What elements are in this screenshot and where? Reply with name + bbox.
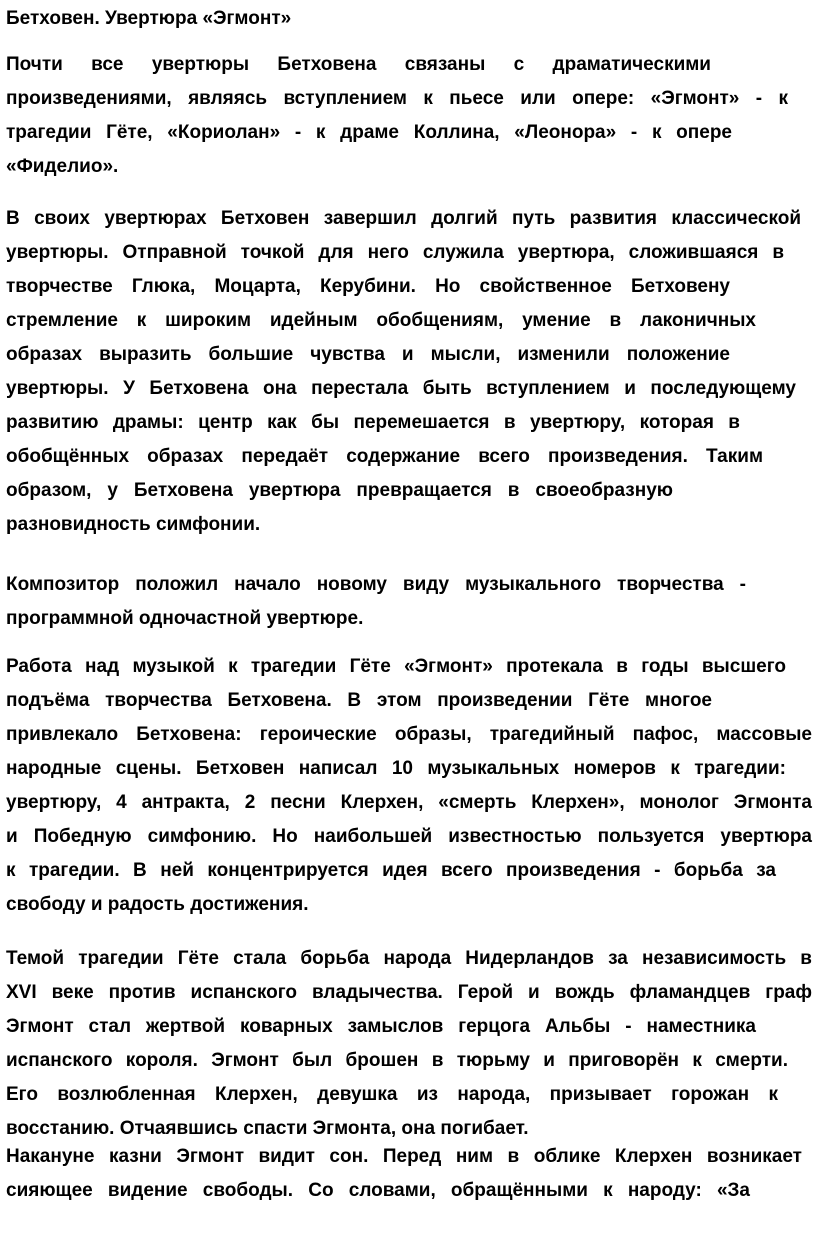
paragraph-line: Эгмонт стал жертвой коварных замыслов герцога Альбы - наместника <box>6 1016 756 1037</box>
paragraph-3 <box>6 568 814 636</box>
paragraph-line: привлекало Бетховена: героические образы, трагедийный пафос, массовые <box>6 724 812 745</box>
paragraph-line: Накануне казни Эгмонт видит сон. Перед ним в облике Клерхен возникает <box>6 1146 802 1167</box>
paragraph-line: стремление к широким идейным обобщениям, умение в лаконичных <box>6 310 756 331</box>
paragraph-line: сияющее видение свободы. Со словами, обращёнными к народу: «За <box>6 1180 750 1201</box>
paragraph-line: обобщённых образах передаёт содержание всего произведения. Таким <box>6 446 763 467</box>
paragraph-5 <box>6 942 814 1146</box>
paragraph-line: «Фиделио». <box>6 156 119 177</box>
paragraph-line: программной одночастной увертюре. <box>6 608 364 629</box>
paragraph-line: подъёма творчества Бетховена. В этом произведении Гёте многое <box>6 690 712 711</box>
paragraph-line: XVI веке против испанского владычества. Герой и вождь фламандцев граф <box>6 982 812 1003</box>
paragraph-line: творчестве Глюка, Моцарта, Керубини. Но свойственное Бетховену <box>6 276 730 297</box>
paragraph-4 <box>6 650 814 922</box>
paragraph-line: Темой трагедии Гёте стала борьба народа Нидерландов за независимость в <box>6 948 812 969</box>
paragraph-line: и Победную симфонию. Но наибольшей известностью пользуется увертюра <box>6 826 812 847</box>
paragraph-1 <box>6 48 814 184</box>
paragraph-line: народные сцены. Бетховен написал 10 музыкальных номеров к трагедии: <box>6 758 786 779</box>
paragraph-line: Работа над музыкой к трагедии Гёте «Эгмонт» протекала в годы высшего <box>6 656 786 677</box>
paragraph-line: произведениями, являясь вступлением к пьесе или опере: «Эгмонт» - к <box>6 88 788 109</box>
paragraph-line: восстанию. Отчаявшись спасти Эгмонта, она погибает. <box>6 1118 529 1139</box>
paragraph-line: увертюры. Отправной точкой для него служила увертюра, сложившаяся в <box>6 242 784 263</box>
paragraph-2 <box>6 202 814 542</box>
paragraph-line: образах выразить большие чувства и мысли, изменили положение <box>6 344 730 365</box>
paragraph-line: испанского короля. Эгмонт был брошен в тюрьму и приговорён к смерти. <box>6 1050 788 1071</box>
paragraph-line: Его возлюбленная Клерхен, девушка из народа, призывает горожан к <box>6 1084 778 1105</box>
paragraph-line: В своих увертюрах Бетховен завершил долгий путь развития классической <box>6 208 801 229</box>
paragraph-line: развитию драмы: центр как бы перемешается в увертюру, которая в <box>6 412 740 433</box>
paragraph-line: трагедии Гёте, «Кориолан» - к драме Коллина, «Леонора» - к опере <box>6 122 732 143</box>
paragraph-line: увертюру, 4 антракта, 2 песни Клерхен, «смерть Клерхен», монолог Эгмонта <box>6 792 812 813</box>
paragraph-line: к трагедии. В ней концентрируется идея всего произведения - борьба за <box>6 860 776 881</box>
paragraph-6 <box>6 1140 814 1208</box>
document-title: Бетховен. Увертюра «Эгмонт» <box>6 8 292 29</box>
paragraph-line: Композитор положил начало новому виду музыкального творчества - <box>6 574 746 595</box>
paragraph-line: свободу и радость достижения. <box>6 894 309 915</box>
paragraph-line: образом, у Бетховена увертюра превращается в своеобразную <box>6 480 673 501</box>
paragraph-line: Почти все увертюры Бетховена связаны с драматическими <box>6 54 711 75</box>
paragraph-line: увертюры. У Бетховена она перестала быть вступлением и последующему <box>6 378 796 399</box>
paragraph-line: разновидность симфонии. <box>6 514 261 535</box>
